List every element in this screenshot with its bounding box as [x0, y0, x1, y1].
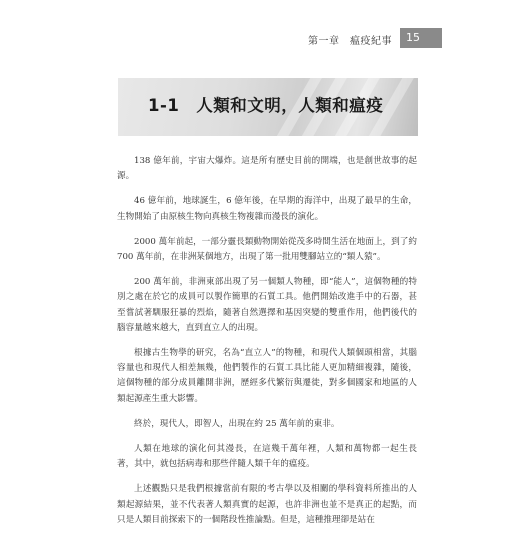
paragraph: 人類在地球的演化何其漫長，在這幾千萬年裡，人類和萬物都一起生長著，其中，就包括病毒和那些伴隨人類千年的瘟疫。	[117, 444, 417, 470]
page-header	[0, 0, 520, 52]
chapter-label: 第一章 瘟疫紀事	[308, 36, 392, 47]
section-title-banner	[118, 78, 418, 136]
page-number: 15	[400, 28, 442, 48]
paragraph: 終於，現代人，即智人，出現在約 25 萬年前的東非。	[134, 418, 340, 429]
paragraph: 200 萬年前，非洲東部出現了另一個類人物種，即“能人”，這個物種的特別之處在於它的成員可以製作簡單的石質工具。他們開始改進手中的石器，甚至嘗試著馴服狂暴的烈焰，隨著自然選擇和基因突變的雙重作用，他們後代的腦容量越來越大，直到直立人的出現。	[117, 277, 417, 333]
paragraph: 46 億年前，地球誕生，6 億年後，在早期的海洋中，出現了最早的生命，生物開始了由原核生物向真核生物複雜而漫長的演化。	[117, 196, 417, 222]
paragraph: 138 億年前，宇宙大爆炸。這是所有歷史目前的開端，也是創世故事的起源。	[117, 156, 417, 182]
section-title: 1-1 人類和文明，人類和瘟疫	[148, 96, 384, 115]
paragraph: 上述觀點只是我們根據當前有限的考古學以及相關的學科資料所推出的人類起源結果，並不代表著人類真實的起源，也許非洲也並不是真正的起點，而只是人類目前探索下的一個階段性推論點。但是，這種推理卻是站在	[117, 484, 417, 525]
paragraph: 根據古生物學的研究，名為“直立人”的物種，和現代人類個頭相當，其腦容量也和現代人相差無幾，他們製作的石質工具比能人更加精細複雜，隨後，這個物種的部分成員離開非洲，歷經多代繁衍與遷徙，對多個國家和地區的人類起源產生重大影響。	[117, 348, 417, 404]
paragraph: 2000 萬年前起，一部分靈長類動物開始從茂多時間生活在地面上，到了約 700 萬年前，在非洲某個地方，出現了第一批用雙腳站立的“類人猿”。	[117, 236, 417, 263]
body-text	[117, 154, 417, 538]
